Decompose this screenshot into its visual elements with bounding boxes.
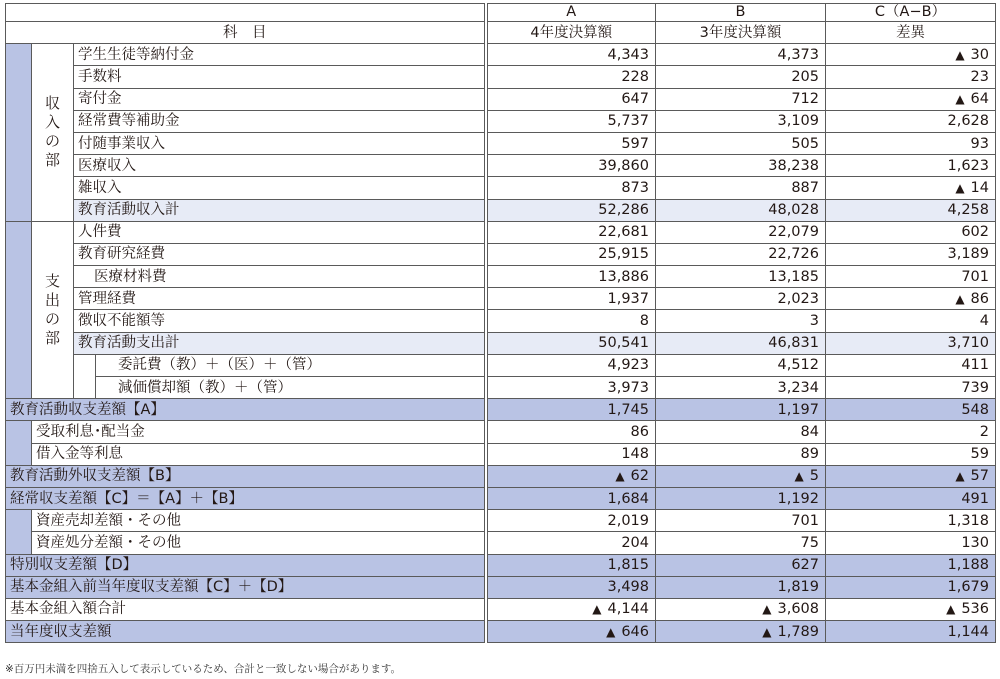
row-label: 受取利息･配当金 bbox=[32, 421, 486, 443]
value-a-value: 25,915 bbox=[598, 246, 649, 263]
sub-indent-cell bbox=[74, 354, 96, 398]
value-b bbox=[656, 310, 826, 332]
value-a bbox=[486, 132, 656, 154]
income-total-row bbox=[6, 199, 996, 221]
value-a bbox=[486, 243, 656, 265]
value-b-value: 1,197 bbox=[777, 401, 819, 418]
value-b-value: 75 bbox=[800, 534, 819, 551]
value-b bbox=[656, 487, 826, 509]
row-label: 医療収入 bbox=[74, 155, 486, 177]
value-b bbox=[656, 266, 826, 288]
value-b-value: 701 bbox=[791, 512, 819, 529]
value-c-value: 1,679 bbox=[947, 579, 989, 596]
value-a-value: 4,923 bbox=[607, 357, 649, 374]
negative-mark-icon: ▲ bbox=[955, 469, 965, 484]
table-row bbox=[6, 510, 996, 532]
row-label: 基本金組入前当年度収支差額【C】＋【D】 bbox=[6, 576, 486, 598]
section-bar bbox=[6, 44, 32, 222]
negative-mark-icon: ▲ bbox=[946, 602, 956, 617]
value-c bbox=[826, 199, 996, 221]
value-b bbox=[656, 332, 826, 354]
value-c-value: 14 bbox=[970, 179, 989, 196]
value-c bbox=[826, 155, 996, 177]
value-c-value: 86 bbox=[970, 290, 989, 307]
row-label: 委託費（教）＋（医）＋（管） bbox=[96, 354, 486, 376]
row-label: 雑収入 bbox=[74, 177, 486, 199]
table-row bbox=[6, 243, 996, 265]
value-a-value: 873 bbox=[621, 179, 649, 196]
value-b-value: 887 bbox=[791, 179, 819, 196]
value-a-value: 8 bbox=[639, 313, 649, 330]
value-b bbox=[656, 88, 826, 110]
row-label: 教育研究経費 bbox=[74, 243, 486, 265]
row-label: 手数料 bbox=[74, 66, 486, 88]
value-c bbox=[826, 465, 996, 487]
value-b-value: 4,512 bbox=[777, 357, 819, 374]
row-label: 当年度収支差額 bbox=[6, 621, 486, 643]
value-c bbox=[826, 510, 996, 532]
value-c bbox=[826, 554, 996, 576]
value-b-value: 3,109 bbox=[777, 113, 819, 130]
value-c-value: 536 bbox=[961, 601, 989, 618]
value-c bbox=[826, 443, 996, 465]
value-c bbox=[826, 487, 996, 509]
value-a-value: 647 bbox=[621, 91, 649, 108]
value-c bbox=[826, 598, 996, 620]
negative-mark-icon: ▲ bbox=[794, 469, 804, 484]
value-a bbox=[486, 554, 656, 576]
row-label: 教育活動支出計 bbox=[74, 332, 486, 354]
table-row bbox=[6, 266, 996, 288]
value-a bbox=[486, 110, 656, 132]
value-c bbox=[826, 532, 996, 554]
negative-mark-icon: ▲ bbox=[606, 624, 616, 639]
table-row bbox=[6, 288, 996, 310]
value-a-value: 62 bbox=[630, 468, 649, 485]
value-b-value: 4,373 bbox=[777, 46, 819, 63]
value-b bbox=[656, 177, 826, 199]
value-b bbox=[656, 354, 826, 376]
value-c bbox=[826, 576, 996, 598]
value-a bbox=[486, 443, 656, 465]
value-c-value: 548 bbox=[961, 401, 989, 418]
value-c bbox=[826, 332, 996, 354]
value-b bbox=[656, 288, 826, 310]
header-row-top bbox=[6, 4, 996, 22]
value-b-value: 1,192 bbox=[777, 490, 819, 507]
negative-mark-icon: ▲ bbox=[955, 47, 965, 62]
row-label: 教育活動収支差額【A】 bbox=[6, 399, 486, 421]
value-a bbox=[486, 399, 656, 421]
value-b bbox=[656, 510, 826, 532]
value-c-value: 23 bbox=[970, 68, 989, 85]
header-row-bottom bbox=[6, 22, 996, 44]
value-a-value: 204 bbox=[621, 534, 649, 551]
row-label: 教育活動外収支差額【B】 bbox=[6, 465, 486, 487]
negative-mark-icon: ▲ bbox=[762, 624, 772, 639]
value-c-value: 1,144 bbox=[947, 623, 989, 640]
footnote: ※百万円未満を四捨五入して表示しているため、合計と一致しない場合があります。 bbox=[5, 663, 402, 675]
value-a-value: 3,498 bbox=[607, 579, 649, 596]
value-b bbox=[656, 155, 826, 177]
value-b bbox=[656, 44, 826, 66]
row-label: 資産処分差額・その他 bbox=[32, 532, 486, 554]
col-c-header: 差異 bbox=[826, 22, 996, 44]
negative-mark-icon: ▲ bbox=[762, 602, 772, 617]
value-c bbox=[826, 44, 996, 66]
row-label: 資産売却差額・その他 bbox=[32, 510, 486, 532]
year-balance-row bbox=[6, 621, 996, 643]
value-a-value: 597 bbox=[621, 135, 649, 152]
row-label: 特別収支差額【D】 bbox=[6, 554, 486, 576]
table-row bbox=[6, 177, 996, 199]
value-b-value: 2,023 bbox=[777, 290, 819, 307]
value-c-value: 739 bbox=[961, 379, 989, 396]
value-b bbox=[656, 243, 826, 265]
table-row bbox=[6, 66, 996, 88]
value-b-value: 48,028 bbox=[768, 202, 819, 219]
income-section-label: 収 入 の 部 bbox=[32, 44, 74, 222]
value-a-value: 4,343 bbox=[607, 46, 649, 63]
value-c-value: 701 bbox=[961, 268, 989, 285]
value-b bbox=[656, 132, 826, 154]
financial-table-wrapper bbox=[5, 3, 996, 643]
table-row bbox=[6, 377, 996, 399]
value-c-value: 3,710 bbox=[947, 335, 989, 352]
value-a-value: 1,745 bbox=[607, 401, 649, 418]
value-a bbox=[486, 266, 656, 288]
value-c-value: 59 bbox=[970, 446, 989, 463]
negative-mark-icon: ▲ bbox=[592, 602, 602, 617]
value-c bbox=[826, 177, 996, 199]
value-b bbox=[656, 532, 826, 554]
value-c bbox=[826, 266, 996, 288]
value-a-value: 3,973 bbox=[607, 379, 649, 396]
row-label: 医療材料費 bbox=[74, 266, 486, 288]
value-b-value: 89 bbox=[800, 446, 819, 463]
value-a bbox=[486, 354, 656, 376]
value-a-value: 228 bbox=[621, 68, 649, 85]
value-b bbox=[656, 377, 826, 399]
negative-mark-icon: ▲ bbox=[615, 469, 625, 484]
table-row bbox=[6, 221, 996, 243]
value-c-value: 64 bbox=[970, 91, 989, 108]
value-c bbox=[826, 66, 996, 88]
row-label: 徴収不能額等 bbox=[74, 310, 486, 332]
value-b-value: 1,819 bbox=[777, 579, 819, 596]
col-a-header: 4年度決算額 bbox=[486, 22, 656, 44]
value-a bbox=[486, 510, 656, 532]
value-b-value: 627 bbox=[791, 557, 819, 574]
value-b-value: 505 bbox=[791, 135, 819, 152]
negative-mark-icon: ▲ bbox=[955, 291, 965, 306]
value-a bbox=[486, 88, 656, 110]
value-b bbox=[656, 598, 826, 620]
subject-header: 科 目 bbox=[6, 22, 486, 44]
value-c-value: 602 bbox=[961, 224, 989, 241]
value-a bbox=[486, 576, 656, 598]
row-label: 基本金組入額合計 bbox=[6, 598, 486, 620]
value-b bbox=[656, 66, 826, 88]
section-bar bbox=[6, 421, 32, 465]
col-c-letter: C（A−B） bbox=[826, 4, 996, 22]
value-a-value: 1,815 bbox=[607, 557, 649, 574]
value-a bbox=[486, 332, 656, 354]
value-a bbox=[486, 487, 656, 509]
table-row bbox=[6, 532, 996, 554]
row-label: 付随事業収入 bbox=[74, 132, 486, 154]
value-a bbox=[486, 66, 656, 88]
value-c bbox=[826, 132, 996, 154]
col-a-letter: A bbox=[486, 4, 656, 22]
value-a bbox=[486, 598, 656, 620]
table-row bbox=[6, 155, 996, 177]
value-c bbox=[826, 221, 996, 243]
negative-mark-icon: ▲ bbox=[955, 180, 965, 195]
value-c bbox=[826, 621, 996, 643]
table-row bbox=[6, 421, 996, 443]
value-a-value: 1,684 bbox=[607, 490, 649, 507]
value-a bbox=[486, 310, 656, 332]
table-row bbox=[6, 354, 996, 376]
value-b bbox=[656, 465, 826, 487]
value-a-value: 4,144 bbox=[607, 601, 649, 618]
value-b-value: 46,831 bbox=[768, 335, 819, 352]
value-a bbox=[486, 532, 656, 554]
value-c bbox=[826, 399, 996, 421]
col-b-header: 3年度決算額 bbox=[656, 22, 826, 44]
table-row bbox=[6, 132, 996, 154]
value-c-value: 491 bbox=[961, 490, 989, 507]
value-a bbox=[486, 221, 656, 243]
col-b-letter: B bbox=[656, 4, 826, 22]
value-a bbox=[486, 621, 656, 643]
value-c-value: 411 bbox=[961, 357, 989, 374]
value-c bbox=[826, 354, 996, 376]
value-a bbox=[486, 177, 656, 199]
value-b bbox=[656, 421, 826, 443]
expense-total-row bbox=[6, 332, 996, 354]
value-a-value: 646 bbox=[621, 623, 649, 640]
value-b bbox=[656, 110, 826, 132]
row-label: 寄付金 bbox=[74, 88, 486, 110]
value-c-value: 4,258 bbox=[947, 202, 989, 219]
value-b-value: 3,608 bbox=[777, 601, 819, 618]
row-label: 人件費 bbox=[74, 221, 486, 243]
section-bar bbox=[6, 510, 32, 554]
value-a-value: 86 bbox=[630, 423, 649, 440]
value-c-value: 1,318 bbox=[947, 512, 989, 529]
table-row bbox=[6, 110, 996, 132]
value-c-value: 1,188 bbox=[947, 557, 989, 574]
table-row bbox=[6, 310, 996, 332]
value-c bbox=[826, 110, 996, 132]
header-blank-cell bbox=[6, 4, 486, 22]
value-b-value: 1,789 bbox=[777, 623, 819, 640]
value-b-value: 22,726 bbox=[768, 246, 819, 263]
value-b-value: 84 bbox=[800, 423, 819, 440]
value-a-value: 22,681 bbox=[598, 224, 649, 241]
financial-summary-table bbox=[5, 3, 996, 643]
value-c bbox=[826, 310, 996, 332]
value-b-value: 205 bbox=[791, 68, 819, 85]
edu-balance-row bbox=[6, 399, 996, 421]
value-b bbox=[656, 221, 826, 243]
value-c-value: 30 bbox=[970, 46, 989, 63]
value-b bbox=[656, 443, 826, 465]
value-c-value: 3,189 bbox=[947, 246, 989, 263]
value-c bbox=[826, 288, 996, 310]
value-b-value: 712 bbox=[791, 91, 819, 108]
table-row bbox=[6, 44, 996, 66]
expense-section-label: 支 出 の 部 bbox=[32, 221, 74, 399]
value-a bbox=[486, 465, 656, 487]
value-c-value: 57 bbox=[970, 468, 989, 485]
value-a-value: 1,937 bbox=[607, 290, 649, 307]
value-b-value: 3,234 bbox=[777, 379, 819, 396]
value-a bbox=[486, 288, 656, 310]
nonedu-balance-row bbox=[6, 465, 996, 487]
ordinary-balance-row bbox=[6, 487, 996, 509]
row-label: 学生生徒等納付金 bbox=[74, 44, 486, 66]
row-label: 管理経費 bbox=[74, 288, 486, 310]
value-b bbox=[656, 199, 826, 221]
value-b-value: 5 bbox=[809, 468, 819, 485]
value-c bbox=[826, 88, 996, 110]
row-label: 教育活動収入計 bbox=[74, 199, 486, 221]
section-bar bbox=[6, 221, 32, 399]
row-label: 借入金等利息 bbox=[32, 443, 486, 465]
value-c-value: 2,628 bbox=[947, 113, 989, 130]
value-b bbox=[656, 399, 826, 421]
value-b bbox=[656, 576, 826, 598]
value-c-value: 2 bbox=[979, 423, 989, 440]
value-a bbox=[486, 377, 656, 399]
value-c-value: 1,623 bbox=[947, 157, 989, 174]
row-label: 減価償却額（教）＋（管） bbox=[96, 377, 486, 399]
value-a bbox=[486, 199, 656, 221]
value-a bbox=[486, 44, 656, 66]
value-a-value: 5,737 bbox=[607, 113, 649, 130]
table-row bbox=[6, 443, 996, 465]
value-b-value: 22,079 bbox=[768, 224, 819, 241]
value-a-value: 148 bbox=[621, 446, 649, 463]
value-a-value: 50,541 bbox=[598, 335, 649, 352]
value-b-value: 13,185 bbox=[768, 268, 819, 285]
value-b-value: 38,238 bbox=[768, 157, 819, 174]
value-c-value: 93 bbox=[970, 135, 989, 152]
pre-fund-balance-row bbox=[6, 576, 996, 598]
value-c-value: 4 bbox=[979, 313, 989, 330]
special-balance-row bbox=[6, 554, 996, 576]
value-a-value: 52,286 bbox=[598, 202, 649, 219]
value-a-value: 2,019 bbox=[607, 512, 649, 529]
value-c bbox=[826, 421, 996, 443]
negative-mark-icon: ▲ bbox=[955, 92, 965, 107]
table-row bbox=[6, 88, 996, 110]
value-a bbox=[486, 421, 656, 443]
value-a-value: 13,886 bbox=[598, 268, 649, 285]
value-b bbox=[656, 621, 826, 643]
value-c bbox=[826, 377, 996, 399]
value-a bbox=[486, 155, 656, 177]
value-c bbox=[826, 243, 996, 265]
value-b-value: 3 bbox=[809, 313, 819, 330]
value-c-value: 130 bbox=[961, 534, 989, 551]
value-b bbox=[656, 554, 826, 576]
row-label: 経常収支差額【C】＝【A】＋【B】 bbox=[6, 487, 486, 509]
row-label: 経常費等補助金 bbox=[74, 110, 486, 132]
fund-total-row bbox=[6, 598, 996, 620]
value-a-value: 39,860 bbox=[598, 157, 649, 174]
